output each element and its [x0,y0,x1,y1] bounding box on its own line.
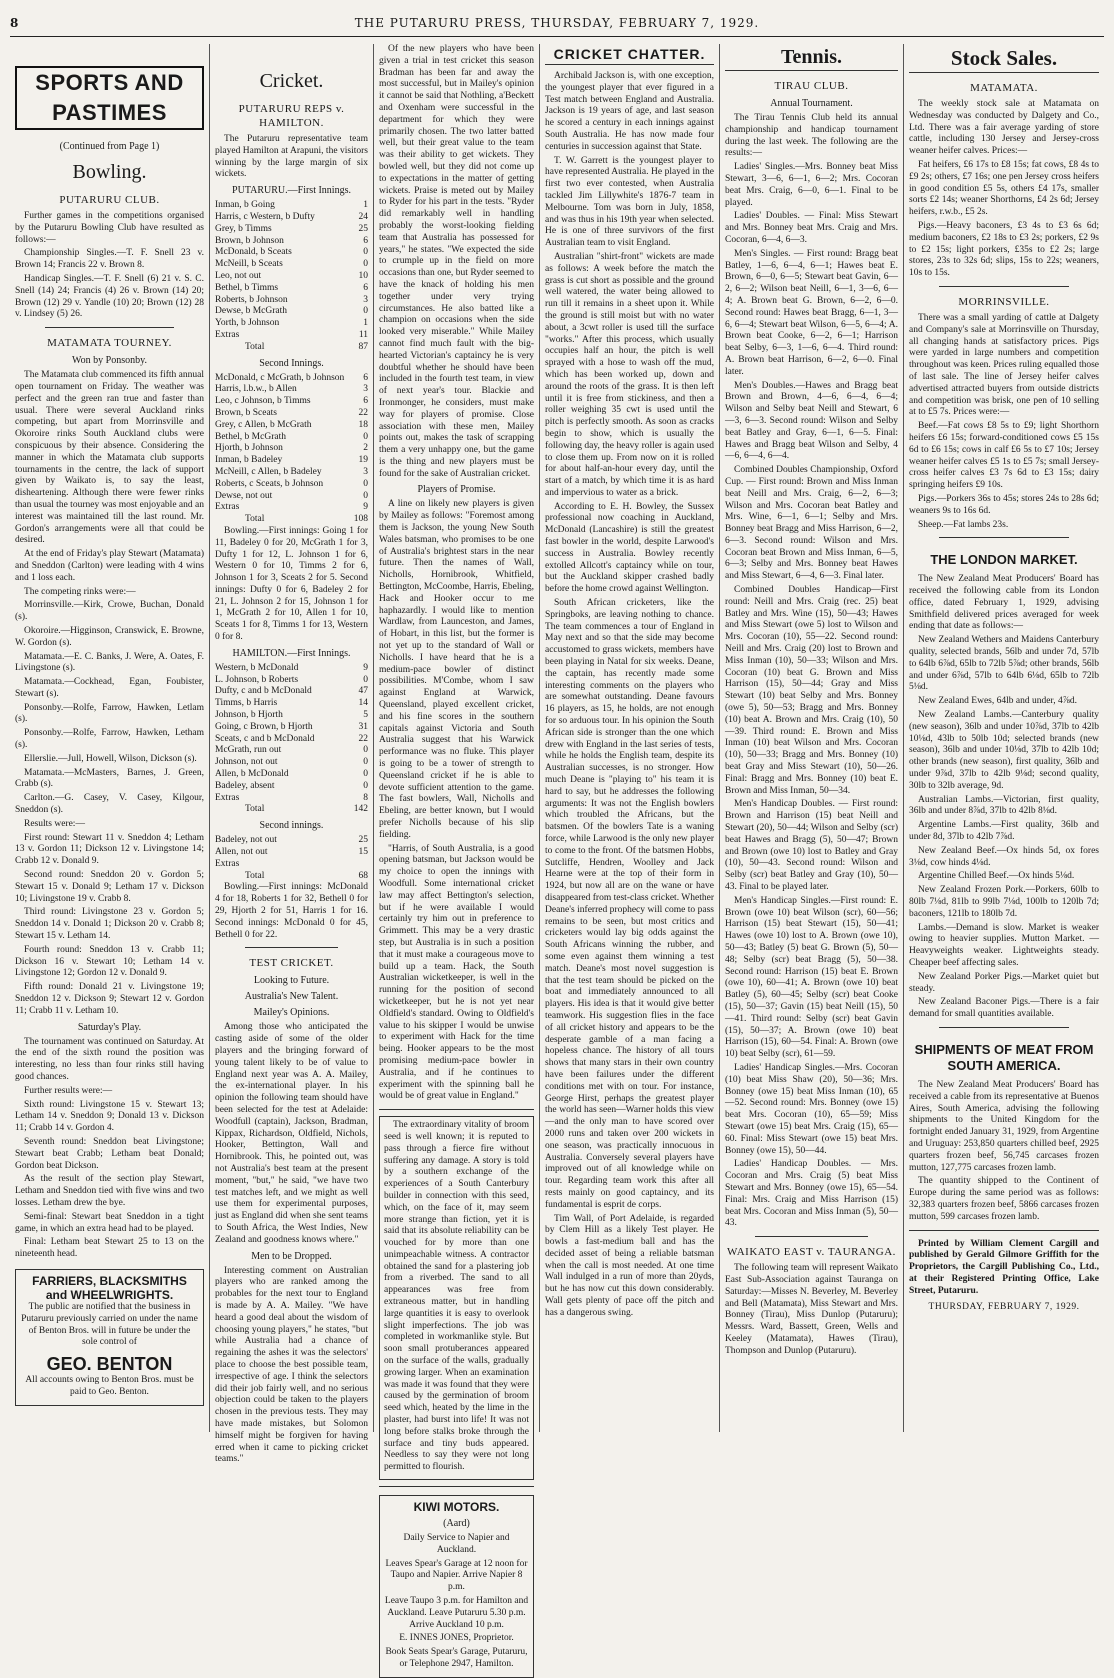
scorecard-row [215,769,368,781]
paragraph: Carlton.—G. Casey, V. Casey, Kilgour, Sneddon (s). [15,793,204,816]
divider [379,1109,534,1110]
imprint: Printed by William Clement Cargill and published by Gerald Gilmore Griffith for the Proprietors, the Cargill Publishing Co., Ltd., at their Registered Printing Office, Lake Street, Putaruru. [909,1238,1099,1296]
batsman: Inman, b Going [215,200,275,211]
page-number: 8 [10,16,20,30]
divider [755,1236,868,1237]
paragraph: Ladies' Handicap Doubles. — Mrs. Cocoran and Mrs. Craig (5) beat Miss Stewart and Mrs. Bonney (owe 15), 65—54. Final: Mrs. Craig and Miss Harrison (15) beat Mrs. Cocoran and Miss Inman (5), 50—43. [725,1159,898,1229]
batsman: Johnson, not out [215,757,278,768]
scorecard-row [215,663,368,675]
ad-text: E. INNES JONES, Proprietor. [399,1633,514,1644]
paragraph: Handicap Singles.—T. F. Snell (6) 21 v. S. C. Snell (14) 24; Francis (4) 26 v. Brown (14) 20; Brown (12) 29 v. Yandle (10) 20; Brown (12) 28 v. Lindsey (5) 26. [15,273,204,320]
runs: 3 [363,294,368,305]
batsman: Extras [215,502,240,513]
total-row [215,871,368,883]
batsman: Harris, l.b.w., b Allen [215,384,297,395]
total-row [215,514,368,526]
paragraph: Final: Letham beat Stewart 25 to 13 on the nineteenth head. [15,1237,204,1260]
paragraph: Ladies' Singles.—Mrs. Bonney beat Miss Stewart, 3—6, 6—1, 6—2; Mrs. Cocoran beat Mrs. Craig, 6—0, 6—1. Final to be played. [725,162,898,208]
scorecard-row [215,236,368,248]
scorecard-row [215,283,368,295]
runs: 19 [358,455,368,466]
scorecard-row [215,295,368,307]
batsman: Roberts, c Sceats, b Johnson [215,478,324,489]
runs: 8 [363,792,368,803]
runs: 0 [363,769,368,780]
paragraph: First round: Stewart 11 v. Sneddon 4; Letham 13 v. Gordon 11; Dickson 12 v. Livingstone 14; Crabb 12 v. Donald 9. [15,832,204,867]
runs: 22 [358,733,368,744]
paragraph: The following team will represent Waikato East Sub-Association against Tauranga on Saturday:—Misses N. Beverley, M. Beverley and Bell (Matamata), Miss Stewart and Mrs. Bonney (Tirau), Miss Dunlop (Putaruru); Messrs. Ward, Bassett, Green, Wells and Keeley (Matamata), Hawes (Tirau), Thompson and Dunlop (Putaruru). [725,1263,898,1356]
scorecard-row [215,686,368,698]
paragraph: At the end of Friday's play Stewart (Matamata) and Sneddon (Carlton) were leading with 4 wins and 1 loss each. [15,549,204,583]
runs: 9 [363,662,368,673]
columns [10,44,1104,1669]
paragraph: Fat heifers, £6 17s to £8 15s; fat cows, £8 4s to £9 2s; others, £7 16s; one pen Jersey cross heifers in good condition £5 5s, others £4 17s, smaller sorts £2 14s; weaner Shorthorns, £4 2s 6d; Jersey heifers, r.w.b., £5 2s. [909,159,1099,218]
paragraph: South African cricketers, like the Springboks, are leaving nothing to chance. The team commences a tour of England in May next and so that the side may become accustomed to grass wickets, members have been playing in Natal for six weeks. Deane, the captain, has recently made some interesting comments on the players who are somewhat outstanding. Deane favours 16 players, as 15, he holds, are not enough for so arduous tour. In his opinion the South African side is stronger than the one which drew with England in the last series of tests, while he holds the English team, despite its Australian successes, is no stronger. How much Deane is "playing to" his team it is hard to say, but he addresses the following arguments: It was not the English bowlers which troubled the Africans, but the batsmen. Of the bowlers Tate is a waning force, while Larwood is the only new player to come to the front. Of the batsmen Hobbs, Sutcliffe, Hendren, Woolley and Jack Hearne were at the top of their form in 1924, but now all are on the wane or have disappeared from test-class cricket. Whether Deane's inferred prophecy will come to pass remains to be seen, but most critics and cricketers would lay big odds against the South Africans winning the rubber, and some even against them winning a test match. Deane's most novel suggestion is that the test team should be picked on the boat and immediately announced to all players. His idea is that it would give better teamwork. His suggestion flies in the face of all cricket history and appears to be the desperate gamble of a man facing a hopeless chance. The history of all tours shows that many stars in their own country have been failures under the different conditions met with on tour. For instance, George Hirst, perhaps the greatest player the world has seen—Warner holds this view—and the only man to have scored over 2000 runs and taken over 200 wickets in one season, was practically innocuous in Australia. Conversely several players have improved out of all knowledge while on tour. Regarding team work this after all rests mainly on good captaincy, and its fundamental is esprit de corps. [545,598,714,1210]
batsman: Western, b McDonald [215,662,299,673]
matamata-tourney-heading: MATAMATA TOURNEY. [47,337,172,350]
scorecard-row [215,200,368,212]
batsman: Extras [215,329,240,340]
paragraph: Okoroire.—Higginson, Cranswick, E. Browne, W. Gordon (s). [15,625,204,648]
total-value: 87 [358,341,368,352]
batsman: McDonald, c McGrath, b Johnson [215,372,345,383]
ad-footer: All accounts owing to Benton Bros. must be paid to Geo. Benton. [25,1375,194,1397]
batsman: McNeill, b Sceats [215,259,283,270]
runs: 31 [358,721,368,732]
column-stock-sales [904,44,1104,1432]
divider [939,1027,1069,1028]
dateline: THURSDAY, FEBRUARY 7, 1929. [928,1301,1080,1312]
scorecard-row [215,212,368,224]
innings-heading: Second Innings. [259,357,324,369]
paragraph: Beef.—Fat cows £8 5s to £9; light Shorthorn heifers £6 15s; forward-conditioned cows £5 15s 6d to £6 15s; cows in calf £6 5s to £7 10s; Jersey weaner heifer calves £5 1s to £5 7s; small Jersey-cross heifer calves £3 7s 6d to £3 15s; dairy springing heifers £9 10s. [909,421,1099,491]
scorecard-row [215,479,368,491]
paragraph: Ladies' Handicap Singles.—Mrs. Cocoran (10) beat Miss Shaw (20), 50—36; Mrs. Bonney (owe 15) beat Miss Inman (10), 65—52. Second round: Mrs. Bonney (owe 15) beat Mrs. Cocoran (10), 65—59; Miss Stewart (owe 15) beat Mrs. Craig (15), 65—60. Final: Miss Stewart (owe 15) beat Mrs. Bonney (owe 15), 50—44. [725,1062,898,1156]
paragraph: The Tirau Tennis Club held its annual championship and handicap tournament during the last week. The following are the results:— [725,113,898,159]
runs: 5 [363,710,368,721]
paragraph: T. W. Garrett is the youngest player to have represented Australia. He played in the first two ever contested, when Australia tackled Jim Lillywhite's 1876-7 team in Melbourne. Tom was born in July, 1858, and was thus in his 19th year when selected. He is one of three survivors of the first Australian team to visit England. [545,155,714,249]
batsman: Grey, c Allen, b McGrath [215,419,312,430]
paragraph: Results were:— [24,818,85,829]
batsman: Extras [215,858,240,869]
cricket-heading: Cricket. [259,70,324,92]
batsman: Leo, not out [215,270,262,281]
runs: 0 [363,745,368,756]
scorecard-row [215,757,368,769]
runs: 11 [358,329,368,340]
paragraph: Fourth round: Sneddon 13 v. Crabb 11; Dickson 16 v. Stewart 10; Letham 14 v. Livingstone 12; Gordon 12 v. Donald 9. [15,944,204,979]
continued-note: (Continued from Page 1) [59,141,160,152]
paragraph: The competing rinks were:— [24,586,136,597]
paragraph: Sixth round: Livingstone 15 v. Stewart 13; Letham 14 v. Sneddon 9; Donald 13 v. Dickson 11; Crabb 14 v. Gordon 4. [15,1099,204,1134]
scorecard-row [215,781,368,793]
scorecard-row [215,675,368,687]
column-bowling [10,44,210,1432]
scorecard-row [215,306,368,318]
subheading: Australia's New Talent. [244,991,339,1003]
paragraph: The Matamata club commenced its fifth annual open tournament on Friday. The weather was perfect and the green ran true and faster than usual. There were several Auckland rinks competing, but apart from Morrinsville and Okoroire rinks South Auckland clubs were conspicuous by their absence. Considering the manner in which the Matamata club supports tournaments in the centre, the lack of support given by Waikato is, to say the least, disheartening. Although there were fewer rinks than usual the tourney was most enjoyable and an interest was maintained till the last round. Mr. Gordon's arrangements were all that could be desired. [15,370,204,546]
cricket-chatter-heading: CRICKET CHATTER. [545,44,714,65]
total-row [215,342,368,354]
runs: 47 [358,686,368,697]
scorecard-row [215,443,368,455]
subheading: Saturday's Play. [77,1021,142,1033]
runs: 0 [363,259,368,270]
paragraph: The New Zealand Meat Producers' Board has received the following cable from its London office, dated February 1, 1929, advising Smithfield delivered prices averaged for week ending that date as follows:— [909,574,1099,632]
scorecard [215,373,368,515]
paragraph: Australian "shirt-front" wickets are made as follows: A week before the match the grass is cut short as possible and the ground well watered, the water being allowed to run till it remains in a sheet upon it. While the ground is still moist but with no water about, a 3cwt roller is used till the surface "works." After this process, which usually occupies half an hour, the pitch is well sprayed with a hose to wash off the mud, which has been worked up, down and around the roots of the grass. It is then left until it is free from stickiness, and then a roller weighing 35 cwt is used until the pitch is perfectly smooth. As soon as cracks begin to show, which is usually the following day, the heavy roller is again used to close them up. From now on it is rolled for about half-an-hour every day, until the start of a match, by which time it is as hard and impervious to water as a brick. [545,251,714,498]
batsman: Dewse, not out [215,490,273,501]
runs: 1 [363,318,368,329]
batsman: McDonald, b Sceats [215,247,292,258]
batsman: Extras [215,792,240,803]
paragraph: "Harris, of South Australia, is a good opening batsman, but Jackson would be my choice to open the innings with Woodfull. Some international cricket law may affect Bettington's selection, but if he were available I would certainly try him out in preference to Grimmett. This may be a very drastic step, but Australia is in such a position that it must make a courageous move to build up a team. Hack, the South Australian wicketkeeper, is well in the running for the position of second wicketkeeper, but he is not yet near Oldfield's standard. Owing to Oldfield's value to his skipper I would be unwise to experiment with Hack for the time being. Hooker appears to be the most promising medium-pace bowler in Australia, and if he continues to experiment with the spinning ball he would be of great value in England." [379,843,534,1102]
batsman: Dewse, b McGrath [215,306,288,317]
divider [939,537,1069,538]
scorecard-row [215,420,368,432]
paragraph: New Zealand Porker Pigs.—Market quiet but steady. [909,971,1099,994]
runs: 2 [363,443,368,454]
subheading: Players of Promise. [417,484,496,496]
ad-text: The public are notified that the business in Putaruru previously carried on under the name of Benton Bros. will in future be under the sole control of [21,1301,198,1348]
runs: 14 [358,698,368,709]
scorecard-row [215,467,368,479]
broom-seed-item [379,1116,534,1480]
innings-heading: PUTARURU.—First Innings. [232,185,351,197]
runs: 1 [363,200,368,211]
paragraph: Pigs.—Heavy baconers, £3 4s to £3 6s 6d; medium baconers, £2 18s to £3 2s; porkers, £2 9s to £2 15s; light porkers, £35s to £2 2s; large stores, 23s to 32s 6d; slips, 15s to 22s; weaners, 10s to 15s. [909,220,1099,279]
column-cricket-chatter [540,44,720,1432]
paragraph: Combined Doubles Handicap—First round: Neill and Mrs. Craig (rec. 25) beat Batley and Mrs. Wine (15), 50—43; Hawes and Miss Stewart (owe 5) lost to Wilson and Mrs. Cocoran (10), 55—22. Second round: Neill and Mrs. Craig (20) lost to Brown and Miss Inman (10), 50—33; Wilson and Mrs. Cocoran (10) beat G. Brown and Miss Harrison (15), 50—44; Gray and Miss Stewart (10) beat Selby and Mrs. Bonney (owe 5), 50—53; Bragg and Mrs. Bonney (10) beat A. Brown and Mrs. Craig (10), 50—39. Third round: E. Brown and Miss Inman (10) beat Wilson and Mrs. Cocoran (10), 50—33; Bragg and Mrs. Bonney (10) beat Gray and Miss Stewart (10), 50—26. Final: Bragg and Mrs. Bonney (10) beat E. Brown and Miss Inman, 50—34. [725,585,898,796]
paragraph: The tournament was continued on Saturday. At the end of the sixth round the position was interesting, no less than four rinks still having good chances. [15,1036,204,1082]
scorecard-row [215,271,368,283]
paragraph: Sheep.—Fat lambs 23s. [918,519,1009,530]
masthead-title: THE PUTARURU PRESS, THURSDAY, FEBRUARY 7, 1929. [354,16,760,30]
paragraph: New Zealand Ewes, 64lb and under, 4⅞d. [918,696,1077,707]
subheading: Men to be Dropped. [251,1250,332,1262]
batsman: Hjorth, b Johnson [215,443,283,454]
divider [939,286,1069,287]
runs: 6 [363,372,368,383]
scorecard-row [215,455,368,467]
scorecard-row [215,373,368,385]
batsman: Yorth, b Johnson [215,318,280,329]
paragraph: Archibald Jackson is, with one exception, the youngest player that ever figured in a Test match between England and Australia. Jackson is 19 years of age, and last season he scored a century in each innings against South Australia. He has now made four centuries in succession against that State. [545,71,714,152]
total-value: 108 [353,514,368,525]
runs: 6 [363,282,368,293]
paragraph: Semi-final: Stewart beat Sneddon in a tight game, in which an extra head had to be played. [15,1211,204,1234]
scorecard-row [215,247,368,259]
putaruru-club-heading: PUTARURU CLUB. [59,194,160,206]
paragraph: According to E. H. Bowley, the Sussex professional now coaching in Auckland, McDonald (Lancashire) is still the greatest fast bowler in the world, despite Larwood's success in Australia. Bowley recently extolled Allcott's captaincy while on tour, but the Auckland skipper crashed badly before the home crowd against Wellington. [545,501,714,595]
stock-sales-heading: Stock Sales. [909,44,1099,73]
total-label: Total [245,870,265,881]
tirau-club-heading: TIRAU CLUB. [774,80,849,92]
waikato-heading: WAIKATO EAST v. TAURANGA. [727,1246,896,1259]
scorecard-row [215,698,368,710]
paragraph: Ellerslie.—Jull, Howell, Wilson, Dickson (s). [24,753,197,764]
matamata-heading: MATAMATA. [970,82,1038,94]
ad-text: Book Seats Spear's Garage, Putaruru, or Telephone 2947, Hamilton. [385,1647,528,1669]
batsman: Dufty, c and b McDonald [215,686,312,697]
paragraph: New Zealand Beef.—Ox hinds 5d, ox fores 3⅛d, cow hinds 4⅛d. [909,845,1099,868]
runs: 22 [358,407,368,418]
subheading: Won by Ponsonby. [72,355,147,367]
runs: 9 [363,502,368,513]
paragraph: The quantity shipped to the Continent of Europe during the same period was as follows: 32,383 quarters frozen beef, 5866 carcases frozen mutton, 599 carcases frozen lamb. [909,1176,1099,1222]
ad-name: GEO. BENTON [46,1354,173,1375]
batsman: Sceats, c and b McDonald [215,733,315,744]
scorecard-row [215,734,368,746]
paragraph: Men's Handicap Doubles. — First round: Brown and Harrison (15) beat Neill and Stewart (20), 50—44; Wilson and Selby (scr) beat Hawes and Bragg (5), 50—47; Brown and Brown (owe 10) lost to Batley and Gray (10), 50—43. Second round: Wilson and Selby (scr) beat Batley and Gray (10), 50—43. Final to be played later. [725,799,898,892]
paragraph: New Zealand Lambs.—Canterbury quality (new season), 36lb and under 10⅞d, 37lb to 42lb 10⅛d, 43lb to 50lb 10d; selected brands (new season), 36lb and under 10⅛d, 37lb to 42lb 10d; other brands (new season), first quality, 36lb and under 9⅞d, 37lb to 42lb 9⅛d; second quality, 30lb to 32lb average, 9d. [909,710,1099,791]
scorecard-row [215,859,368,871]
total-value: 142 [353,804,368,815]
ad-title: FARRIERS, BLACKSMITHS and WHEELWRIGHTS. [32,1273,187,1302]
runs: 18 [358,419,368,430]
bowling-heading: Bowling. [72,161,147,183]
paragraph: As the result of the section play Stewart, Letham and Sneddon tied with five wins and two losses. Letham drew the bye. [15,1174,204,1208]
paragraph: Morrinsville.—Kirk, Crowe, Buchan, Donald (s). [15,600,204,623]
paragraph: Matamata.—Cockhead, Egan, Foubister, Stewart (s). [15,677,204,699]
runs: 3 [363,384,368,395]
scorecard-row [215,432,368,444]
paragraph: Of the new players who have been given a trial in test cricket this season Bradman has been far and away the most successful, but in Mailey's opinion it cannot be said that Nothling, a'Beckett and Oxenham were successful in the department for which they were primarily chosen. The two latter batted well, but their great value to the team was their ability to get wickets. They bowled well, but they did not come up to expectations in the matter of getting wickets. Praise is meted out by Mailey to Ryder for his part in the tests. "Ryder did remarkably well in handling probably the worst-looking fielding team that Australia has possessed for years," he states. "We expected the side to crumple up in the field on more occasions than one, but Ryder seemed to have the knack of holding his men together under very trying circumstances. He also batted like a champion on occasions when the side looked very miserable." While Mailey cannot find much fault with the big-hearted Victorian's captaincy he is very doubtful whether he should have been included in the fourth test team, in view of next year's tour. Blackie and Ironmonger, he considers, must make way for players of promise. Close association with these men, Mailey points out, makes the task of scrapping them a very unhappy one, but the game is the thing and new players must be found for the sake of Australian cricket. [379,44,534,479]
batsman: Inman, b Badeley [215,455,283,466]
runs: 0 [363,431,368,442]
paragraph: Ponsonby.—Rolfe, Farrow, Hawken, Letlam (s). [15,702,204,725]
ad-text: Leaves Spear's Garage at 12 noon for Taupo and Napier. Arrive Napier 8 p.m. [385,1558,528,1593]
column-cricket-cont [374,44,540,1669]
runs: 0 [363,478,368,489]
match-heading: PUTARURU REPS v. HAMILTON. [238,103,345,129]
paragraph: Ponsonby.—Rolfe, Farrow, Hawken, Letham (s). [15,728,204,751]
batsman: McNeill, c Allen, b Badeley [215,466,322,477]
paragraph: Argentine Chilled Beef.—Ox hinds 5⅛d. [918,871,1075,882]
paragraph: Matamata.—McMasters, Barnes, J. Green, Crabb (s). [15,767,204,790]
paragraph: Argentine Lambs.—First quality, 36lb and under 8d, 37lb to 42lb 7⅞d. [909,820,1099,843]
scorecard-row [215,722,368,734]
paragraph: Fifth round: Donald 21 v. Livingstone 19; Sneddon 12 v. Dickson 9; Stewart 12 v. Gordon 11; Crabb 11 v. Letham 10. [15,982,204,1016]
ad-sub: (Aard) [443,1518,470,1530]
runs: 0 [363,247,368,258]
paragraph: Further results were:— [24,1085,113,1096]
runs: 24 [358,211,368,222]
batsman: Badeley, absent [215,780,275,791]
total-value: 68 [358,870,368,881]
paragraph: Further games in the competitions organised by the Putaruru Bowling Club have resulted as follows:— [15,211,204,245]
paragraph: The Putaruru representative team played Hamilton at Arapuni, the visitors winning by the large margin of six wickets. [215,134,368,180]
batsman: Timms, b Harris [215,698,278,709]
runs: 6 [363,396,368,407]
paragraph: Among those who anticipated the casting aside of some of the older players and the bringing forward of young talent likely to be of value to England next year was A. A. Mailey, the ex-international player. In his opinion the following team should have been selected for the test at Adelaide: Woodfull (captain), Jackson, Bradman, Kippax, Richardson, Oldfield, Nichols, Hooker, Bettington, Wall and Hornibrook. This, he pointed out, was not Australia's best team at the present moment, "but," he said, "we have two test matches left, and we might as well use them for experimental purposes, just as England did when she sent teams to South Africa, the West Indies, New Zealand and goodness knows where." [215,1022,368,1245]
scorecard [215,835,368,870]
runs: 6 [363,235,368,246]
batsman: McGrath, run out [215,745,282,756]
paragraph: Second round: Sneddon 20 v. Gordon 5; Stewart 15 v. Donald 9; Letham 17 v. Dickson 10; Livingstone 19 v. Crabb 8. [15,870,204,904]
batsman: Bethel, b McGrath [215,431,286,442]
scorecard-row [215,847,368,859]
paragraph: New Zealand Frozen Pork.—Porkers, 60lb to 80lb 7⅛d, 81lb to 99lb 7⅛d, 100lb to 120lb 7d; baconers, 121lb to 180lb 7d. [909,885,1099,919]
morrinsville-heading: MORRINSVILLE. [958,295,1050,308]
paragraph: Combined Doubles Championship, Oxford Cup. — First round: Brown and Miss Inman beat Neill and Mrs. Craig, 6—2, 6—3; Wilson and Mrs. Cocoran beat Batley and Mrs. Wine, 6—1, 6—1; Selby and Mrs. Bonney beat Bragg and Miss Harrison, 6—2, 6—3. Second round: Wilson and Mrs. Cocoran beat Brown and Miss Inman, 6—5, 6—3; Selby and Mrs. Bonney beat Hawes and Miss Stewart, 6—4, 6—3. Final later. [725,465,898,582]
shipments-heading: SHIPMENTS OF MEAT FROM SOUTH AMERICA. [914,1041,1094,1073]
runs: 25 [358,835,368,846]
paragraph: The weekly stock sale at Matamata on Wednesday was conducted by Dalgety and Co., Ltd. There was a fair average yarding of store cattle, including 130 Jersey and Jersey-cross weaner heifer calves. Prices:— [909,99,1099,157]
total-row [215,804,368,816]
scorecard-row [215,408,368,420]
runs: 0 [363,306,368,317]
divider [909,1230,1099,1231]
scorecard-row [215,835,368,847]
ad-title: KIWI MOTORS. [413,1500,500,1515]
sports-banner: SPORTS AND PASTIMES [15,66,204,130]
paragraph: Third round: Livingstone 23 v. Gordon 5; Sneddon 14 v. Donald 1; Dickson 20 v. Crabb 8; Stewart 15 v. Letham 14. [15,907,204,942]
divider [245,947,338,948]
runs: 3 [363,466,368,477]
london-market-heading: THE LONDON MARKET. [930,552,1078,568]
batsman: Going, c Brown, b Hjorth [215,721,313,732]
paragraph: Matamata.—E. C. Banks, J. Were, A. Oates, F. Livingstone (s). [15,651,204,674]
scorecard [215,200,368,342]
runs: 0 [363,757,368,768]
paragraph: Men's Singles. — First round: Bragg beat Batley, 1—6, 6—4, 6—1; Hawes beat E. Brown, 6—0, 6—5; Stewart beat Gavin, 6—2, 6—2; Wilson beat Neill, 6—1, 3—6, 6—4; A. Brown beat G. Brown, 6—2, 6—0. Second round: Hawes beat Bragg, 6—1, 3—6, 6—4; Stewart beat Wilson, 6—5, 6—4; A. Brown beat Cooke, 6—2, 6—1; Harrison beat Selby, 6—3, 1—6, 6—4. Third round: A. Brown beat Harrison, 6—2, 6—0. Final later. [725,248,898,377]
paragraph: New Zealand Baconer Pigs.—There is a fair demand for small quantities available. [909,997,1099,1020]
scorecard [215,663,368,805]
batsman: Badeley, not out [215,835,277,846]
scorecard-row [215,710,368,722]
scorecard-row [215,793,368,805]
total-label: Total [245,341,265,352]
innings-heading: HAMILTON.—First Innings. [232,647,351,659]
batsman: Roberts, b Johnson [215,294,288,305]
paragraph: Men's Handicap Singles.—First round: E. Brown (owe 10) beat Wilson (scr), 60—56; Harrison (15) beat Stewart (15), 50—41; Hawes (owe 10) lost to A. Brown (owe 10), 50—43; Batley (5) beat G. Brown (5), 50—48; Selby (scr) beat Bragg (5), 50—38. Second round: Harrison (15) beat E. Brown (owe 10), 60—41; A. Brown (owe 10) beat Batley (5), 60—45; Selby (scr) beat Cooke (15), 50—37; Gavin (15) beat Neill (15), 50—41. Third round: Selby (scr) beat Gavin (15), 50—37; A. Brown (owe 10) beat Harrison (15), 60—54. Final: A. Brown (owe 10) beat Selby (scr), 61—59. [725,895,898,1060]
paragraph: The extraordinary vitality of broom seed is well known; it is reputed to pass through a fierce fire without suffering any damage. A story is told by a southern exchange of the experiences of a South Canterbury builder in connection with this seed, which, on the face of it, may seem more strange than fiction, yet it is said that its absolute reliability can be vouched for by more than one unimpeachable witness. A contractor obtained the sand for a plastering job from a riverbed. The sand to all appearances was free from extraneous matter, but in handling large quantities it is easy to overlook slight imperfections. The job was completed in workmanlike style. But soon small protuberances appeared on the surface of the walls, gradually growing larger. When an examination was made it was found that they were caused by the germination of broom seed which, heated by the lime in the plaster, had burst into life! It was not long before stalks broke through the surface and tiny buds appeared. Needless to say they were not long permitted to flourish. [384,1120,529,1473]
tennis-heading: Tennis. [725,44,898,71]
subheading: Looking to Future. [253,975,330,987]
test-cricket-heading: TEST CRICKET. [249,957,334,970]
total-label: Total [245,514,265,525]
batsman: Allen, not out [215,847,268,858]
subheading: Annual Tournament. [770,98,853,109]
scorecard-row [215,491,368,503]
scorecard-row [215,330,368,342]
paragraph: Seventh round: Sneddon beat Livingstone; Stewart beat Crabb; Letham beat Donald; Gordon beat Dickson. [15,1136,204,1171]
scorecard-row [215,502,368,514]
scorecard-row [215,745,368,757]
ad-text: Leave Taupo 3 p.m. for Hamilton and Auckland. Leave Putaruru 5.30 p.m. Arrive Auckland 10 p.m. [384,1596,529,1630]
paragraph: Australian Lambs.—Victorian, first quality, 36lb and under 8⅞d, 37lb to 42lb 8⅛d. [909,794,1099,817]
innings-heading: Second innings. [259,820,324,832]
batsman: L. Johnson, b Roberts [215,674,299,685]
batsman: Leo, c Johnson, b Timms [215,396,311,407]
paragraph: Lambs.—Demand is slow. Market is weaker owing to heavier supplies. Mutton Market. — Heavyweights weaker. Lightweights steady. Cheaper beef affecting sales. [909,922,1099,968]
divider [45,327,174,328]
masthead [10,16,1104,37]
kiwi-motors-advertisement [379,1495,534,1678]
subheading: Mailey's Opinions. [253,1007,330,1019]
paragraph: Ladies' Doubles. — Final: Miss Stewart and Mrs. Bonney beat Mrs. Craig and Mrs. Cocoran, 6—4, 6—3. [725,211,898,245]
paragraph: A line on likely new players is given by Mailey as follows: "Foremost among them is Jackson, the young New South Wales batsman, who promises to be one of Australia's brightest stars in the near future. Then the names of Wall, Nicholls, Hornibrook, Whitfield, Bettington, McCoombe, Harris, Ebeling, Hack and Hooker occur to me haphazardly. I would like to mention Wardlaw, from Launceston, and James, of Hobart, in this list, but the former is not yet up to the standard of Wall or Nicholls. I have heard that he is a medium-pace bowler of distinct possibilities. M'Combe, whom I saw against England at Warwick, Queensland, played excellent cricket, and his fine scores in the southern capitals against Victoria and South Australia suggest that his Warwick performance was no fluke. This player is going to be a tower of strength to Queensland cricket if he is able to devote sufficient attention to the game. The fast bowlers, Wall, Nicholls and Ebeling, are better known, but I would prefer Nicholls because of his slip fielding. [379,499,534,840]
batsman: Allen, b McDonald [215,769,289,780]
paragraph: There was a small yarding of cattle at Dalgety and Company's sale at Morrinsville on Thursday, all changing hands at satisfactory prices. Pigs were yarded in large numbers and competition throughout was keen. Prices ruling equalled those of last sale. The line of Jersey heifer calves advertised attracted buyers from outside districts and competition was brisk, one pen of 10 selling at to £5 7s. Prices were:— [909,312,1099,418]
scorecard-row [215,318,368,330]
batsman: Johnson, b Hjorth [215,710,283,721]
batsman: Brown, b Johnson [215,235,284,246]
paragraph: Bowling.—First innings: McDonald 4 for 18, Roberts 1 for 32, Bethell 0 for 29, Hjorth 2 for 51, Harris 1 for 16. Second innings: McDonald 0 for 45, Bethell 0 for 22. [215,882,368,940]
paragraph: Championship Singles.—T. F. Snell 23 v. Brown 14; Francis 22 v. Brown 8. [15,248,204,271]
runs: 0 [363,780,368,791]
paragraph: The New Zealand Meat Producers' Board has received a cable from its representative at Buenos Aires, South America, advising the following shipments to the United Kingdom for the fortnight ended January 31, 1929, from Argentine and Uruguay: 253,850 quarters chilled beef, 2925 quarters frozen beef, 56,745 carcases frozen mutton, 127,775 carcases frozen lamb. [909,1079,1099,1173]
scorecard-row [215,396,368,408]
batsman: Harris, c Western, b Dufty [215,211,315,222]
batsman: Bethel, b Timms [215,282,279,293]
column-cricket [210,44,374,1465]
runs: 15 [358,847,368,858]
paragraph: Tim Wall, of Port Adelaide, is regarded by Clem Hill as a likely Test player. He bowls a fast-medium ball and has the decided asset of being a reliable batsman when the call is most needed. At one time Wall indulged in a run of more than 20yds, but he has now cut this down considerably. Wall gets plenty of pace off the pitch and has a dangerous swing. [545,1213,714,1318]
ad-text: Daily Service to Napier and Auckland. [403,1533,510,1555]
column-tennis [720,44,904,1432]
paragraph: Men's Doubles.—Hawes and Bragg beat Brown and Brown, 4—6, 6—4, 6—4; Wilson and Selby beat Neill and Stewart, 6—3, 6—3. Second round: Wilson and Selby beat Batley and Gray, 6—1, 6—5. Final: Hawes and Bragg beat Wilson and Selby, 4—6, 6—4, 6—4. [725,380,898,462]
total-label: Total [245,804,265,815]
paragraph: New Zealand Wethers and Maidens Canterbury quality, selected brands, 56lb and under 7d, 57lb to 64lb 6⅞d, 65lb to 72lb 5⅞d; other brands, 56lb and under 6⅞d, 57lb to 64lb 6⅛d, 65lb to 72lb 5⅛d. [909,635,1099,693]
runs: 0 [363,490,368,501]
runs: 25 [358,223,368,234]
batsman: Brown, b Sceats [215,407,278,418]
benton-advertisement [15,1269,204,1406]
divider [379,1486,534,1487]
paragraph: Bowling.—First innings: Going 1 for 11, Badeley 0 for 20, McGrath 1 for 3, Dufty 1 for 12, L. Johnson 1 for 6, Western 0 for 10, Timms 2 for 6, Johnson 1 for 3, Sceats 2 for 5. Second innings: Dufty 0 for 6, Badeley 2 for 21, L. Johnson 2 for 15, Johnson 1 for 1, McGrath 2 for 10, Allen 1 for 10, Sceats 1 for 8, Timms 1 for 13, Western 0 for 8. [215,525,368,643]
batsman: Grey, b Timms [215,223,272,234]
scorecard-row [215,259,368,271]
scorecard-row [215,224,368,236]
paragraph: Interesting comment on Australian players who are ranked among the probables for the next tour to England is made by A. A. Mailey. "We have heard a good deal about the wisdom of choosing young players," he states, "but while Australia had a chance of regaining the ashes it was the selectors' place to choose the best possible team, irrespective of age. I think the selectors did their job fairly well, and no serious objection could be taken to the players chosen in the previous tests. They may have made mistakes, but Solomon himself might be forgiven for having erred when it came to picking cricket teams." [215,1265,368,1465]
runs: 0 [363,674,368,685]
scorecard-row [215,384,368,396]
runs: 10 [358,270,368,281]
paragraph: Pigs.—Porkers 36s to 45s; stores 24s to 28s 6d; weaners 9s to 16s 6d. [909,493,1099,516]
